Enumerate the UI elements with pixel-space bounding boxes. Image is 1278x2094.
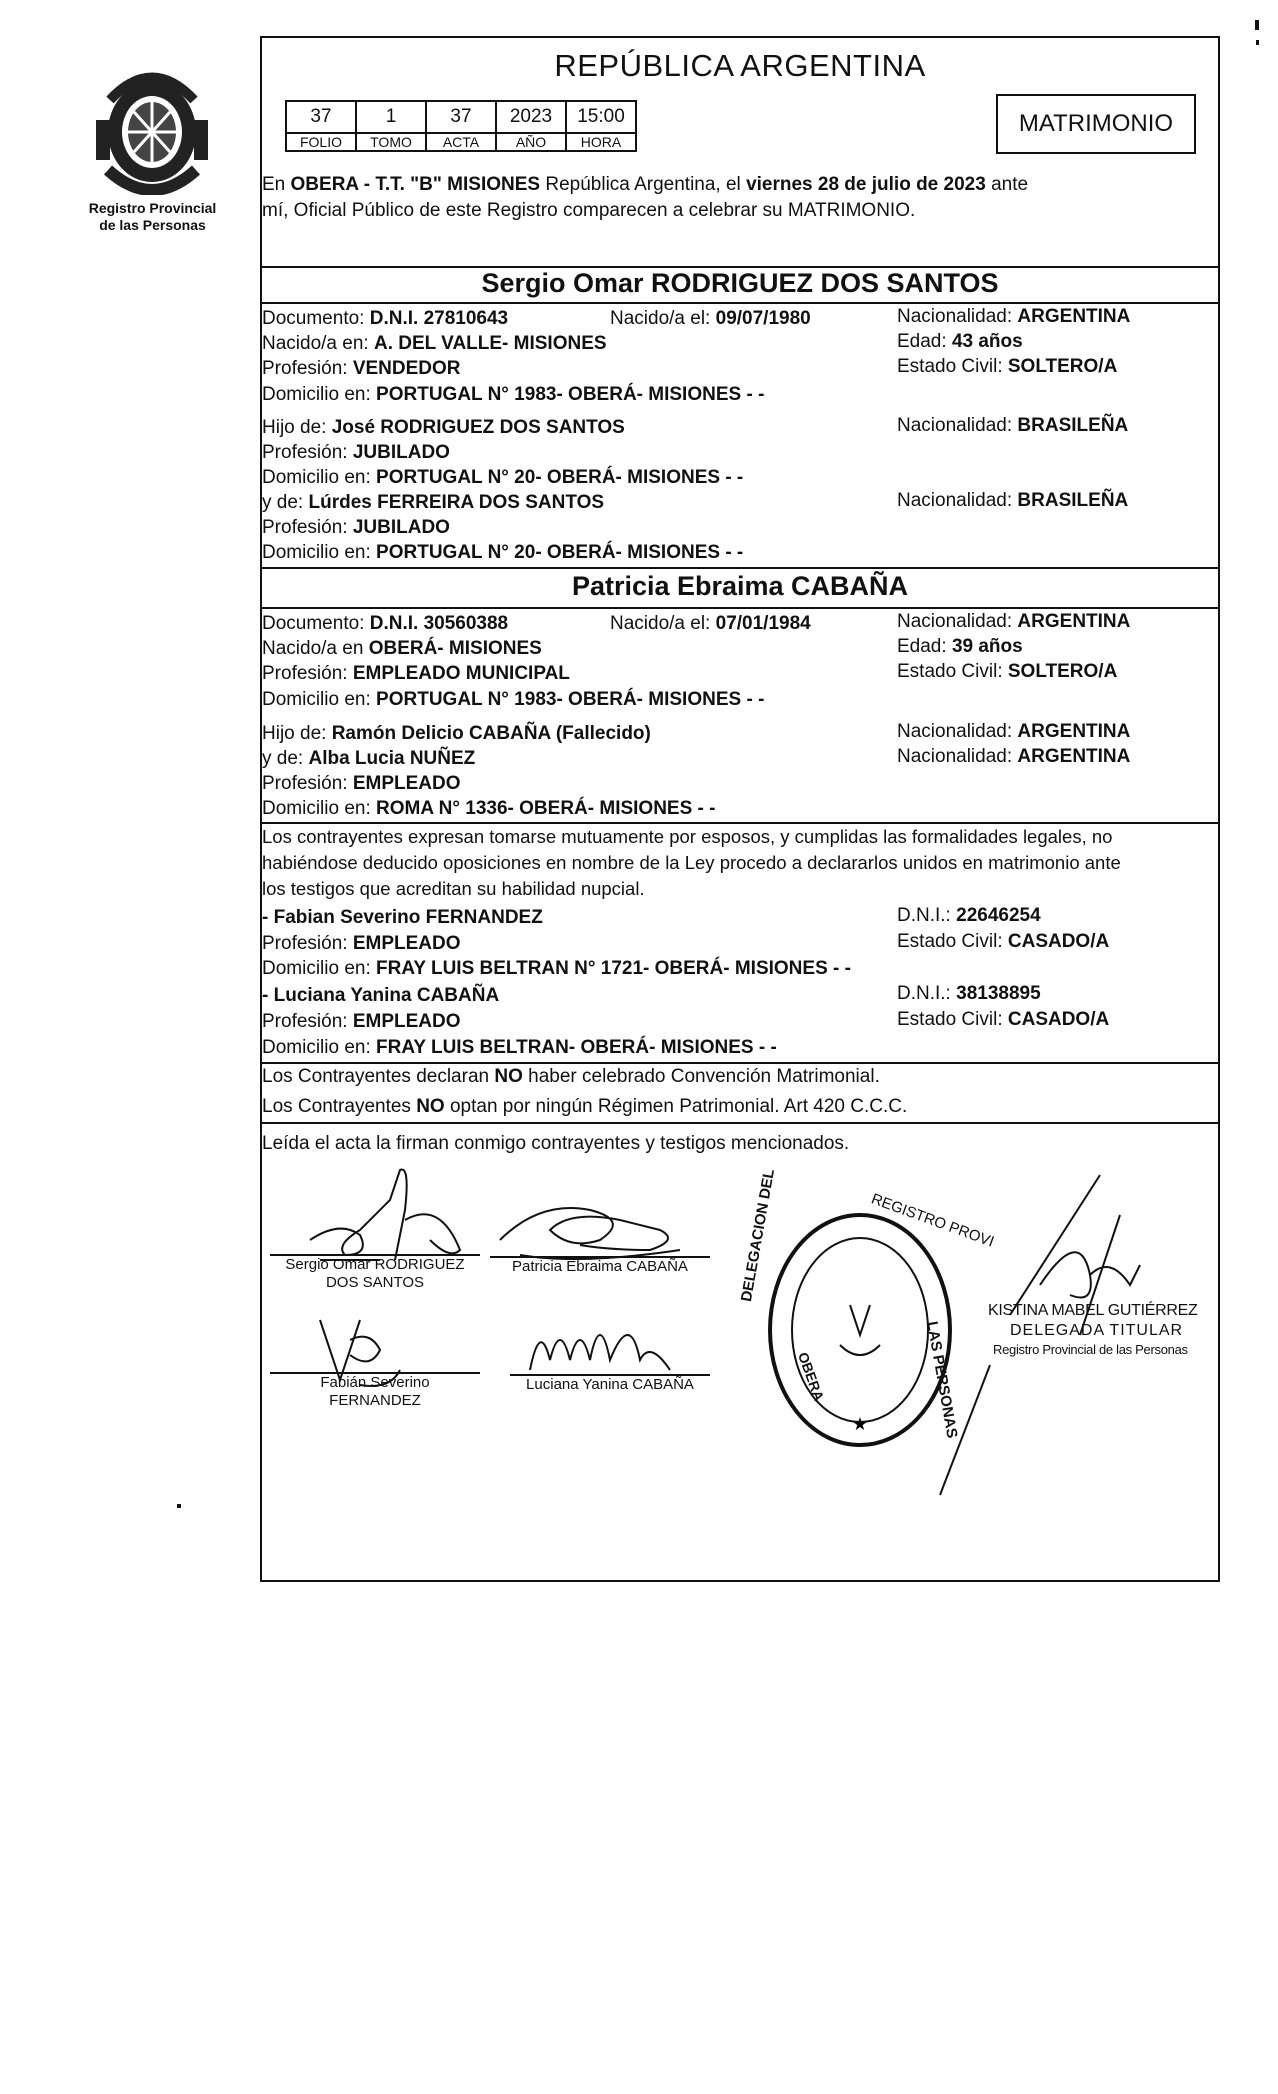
convention-text: haber celebrado Convención Matrimonial.	[522, 1066, 880, 1087]
bride-mother-name: Alba Lucia NUÑEZ	[308, 748, 476, 769]
witness-2-dni: 38138895	[956, 983, 1041, 1004]
intro-text-1: En	[262, 174, 291, 195]
logo-caption-line2: de las Personas	[99, 217, 206, 233]
intro-place: OBERA - T.T. "B" MISIONES	[290, 174, 541, 195]
witness-1-name: - Fabian Severino FERNANDEZ	[262, 907, 543, 928]
groom-birthplace: A. DEL VALLE- MISIONES	[373, 333, 607, 354]
nationality-label: Nacionalidad:	[897, 490, 1018, 511]
profession-label: Profesión:	[262, 773, 353, 794]
bride-signature-label: Patricia Ebraima CABAÑA	[512, 1258, 688, 1275]
country-title: REPÚBLICA ARGENTINA	[554, 48, 926, 83]
groom-dni: D.N.I. 27810643	[369, 308, 509, 329]
groom-profession: VENDEDOR	[352, 358, 461, 379]
address-label: Domicilio en:	[262, 958, 377, 979]
profession-label: Profesión:	[262, 442, 353, 463]
anio-label: AÑO	[496, 133, 566, 151]
bride-father-nationality: ARGENTINA	[1017, 721, 1131, 742]
dni-label: D.N.I.:	[897, 905, 957, 926]
acta-label: ACTA	[426, 133, 496, 151]
document-type: MATRIMONIO	[1018, 110, 1174, 137]
document-type-box	[996, 94, 1196, 154]
bride-mother-address: ROMA N° 1336- OBERÁ- MISIONES - -	[376, 798, 716, 819]
logo-caption-line1: Registro Provincial	[88, 200, 217, 216]
bride-age: 39 años	[951, 636, 1023, 657]
profession-label: Profesión:	[262, 1011, 353, 1032]
groom-address: PORTUGAL N° 1983- OBERÁ- MISIONES - -	[376, 384, 765, 405]
divider	[260, 1122, 1220, 1124]
bride-birthplace: OBERÁ- MISIONES	[368, 638, 542, 659]
anio-value: 2023	[496, 101, 566, 133]
address-label: Domicilio en:	[262, 689, 377, 710]
civil-status-label: Estado Civil:	[897, 661, 1008, 682]
hora-label: HORA	[566, 133, 636, 151]
bride-mother-profession: EMPLEADO	[352, 773, 461, 794]
coat-of-arms-emblem	[90, 60, 215, 195]
declaration-paragraph	[262, 824, 1121, 902]
bride-dni: D.N.I. 30560388	[369, 613, 509, 634]
folio-value: 37	[286, 101, 356, 133]
divider	[260, 302, 1220, 304]
witness-2-signature	[520, 1300, 700, 1380]
witness-1-civil-status: CASADO/A	[1007, 931, 1110, 952]
witness-1-dni: 22646254	[956, 905, 1041, 926]
divider	[260, 1062, 1220, 1064]
witness-1-profession: EMPLEADO	[352, 933, 461, 954]
dni-label: D.N.I.:	[897, 983, 957, 1004]
groom-father-name: José RODRIGUEZ DOS SANTOS	[331, 417, 625, 438]
witness-2-profession: EMPLEADO	[352, 1011, 461, 1032]
nationality-label: Nacionalidad:	[897, 746, 1018, 767]
scan-mark	[1256, 40, 1259, 45]
profession-label: Profesión:	[262, 663, 353, 684]
groom-father-nationality: BRASILEÑA	[1017, 415, 1129, 436]
mother-label: y de:	[262, 492, 309, 513]
intro-line-2: mí, Oficial Público de este Registro comparecen a celebrar su MATRIMONIO.	[262, 200, 916, 221]
mother-label: y de:	[262, 748, 309, 769]
bride-birthdate: 07/01/1984	[715, 613, 811, 634]
stamp-text-left: DELEGACION DEL	[738, 1167, 779, 1303]
groom-nationality: ARGENTINA	[1017, 306, 1131, 327]
address-label: Domicilio en:	[262, 384, 377, 405]
groom-father-profession: JUBILADO	[352, 442, 450, 463]
bride-father-name: Ramón Delicio CABAÑA (Fallecido)	[331, 723, 651, 744]
tomo-label: TOMO	[356, 133, 426, 151]
nationality-label: Nacionalidad:	[897, 611, 1018, 632]
acta-value: 37	[426, 101, 496, 133]
witness-2-name: - Luciana Yanina CABAÑA	[262, 985, 500, 1006]
nationality-label: Nacionalidad:	[897, 306, 1018, 327]
doc-label: Documento:	[262, 308, 370, 329]
address-label: Domicilio en:	[262, 1037, 377, 1058]
groom-name: Sergio Omar RODRIGUEZ DOS SANTOS	[481, 268, 999, 298]
official-name: KISTINA MABEL GUTIÉRREZ	[988, 1302, 1198, 1319]
bride-address: PORTUGAL N° 1983- OBERÁ- MISIONES - -	[376, 689, 765, 710]
official-office: Registro Provincial de las Personas	[993, 1342, 1188, 1357]
civil-status-label: Estado Civil:	[897, 931, 1008, 952]
doc-label: Documento:	[262, 613, 370, 634]
groom-civil-status: SOLTERO/A	[1007, 356, 1118, 377]
profession-label: Profesión:	[262, 517, 353, 538]
born-label: Nacido/a el:	[610, 308, 716, 329]
intro-paragraph	[262, 172, 1218, 224]
intro-text-2: República Argentina, el	[540, 174, 747, 195]
bride-name: Patricia Ebraima CABAÑA	[571, 571, 909, 601]
groom-father-address: PORTUGAL N° 20- OBERÁ- MISIONES - -	[376, 467, 744, 488]
father-label: Hijo de:	[262, 723, 332, 744]
regime-text: Los Contrayentes	[262, 1096, 417, 1117]
tomo-value: 1	[356, 101, 426, 133]
profession-label: Profesión:	[262, 933, 353, 954]
age-label: Edad:	[897, 331, 952, 352]
scan-mark	[1255, 20, 1259, 30]
bride-profession: EMPLEADO MUNICIPAL	[352, 663, 570, 684]
regime-no: NO	[416, 1096, 445, 1117]
scan-mark	[177, 1504, 181, 1508]
civil-status-label: Estado Civil:	[897, 1009, 1008, 1030]
registry-codes-table	[285, 100, 637, 152]
father-label: Hijo de:	[262, 417, 332, 438]
witness-2-signature-label: Luciana Yanina CABAÑA	[526, 1376, 694, 1393]
witness-1-sig-name-line1: Fabián Severino	[320, 1374, 430, 1391]
born-label: Nacido/a el:	[610, 613, 716, 634]
declaration-line-3: los testigos que acreditan su habilidad nupcial.	[262, 878, 645, 899]
address-label: Domicilio en:	[262, 798, 377, 819]
witness-1-sig-name-line2: FERNANDEZ	[329, 1392, 421, 1409]
declaration-line-1: Los contrayentes expresan tomarse mutuamente por esposos, y cumplidas las formalidades legales, no	[262, 826, 1113, 847]
groom-mother-name: Lúrdes FERREIRA DOS SANTOS	[308, 492, 605, 513]
address-label: Domicilio en:	[262, 542, 377, 563]
witness-1-address: FRAY LUIS BELTRAN N° 1721- OBERÁ- MISIONES - -	[376, 958, 851, 979]
witness-1-signature-label	[270, 1374, 480, 1410]
official-title: DELEGADA TITULAR	[1010, 1322, 1184, 1339]
profession-label: Profesión:	[262, 358, 353, 379]
convention-text: Los Contrayentes declaran	[262, 1066, 495, 1087]
stamp-text-center: OBERA	[794, 1350, 828, 1403]
regime-text: optan por ningún Régimen Patrimonial. Art 420 C.C.C.	[444, 1096, 908, 1117]
bride-civil-status: SOLTERO/A	[1007, 661, 1118, 682]
birthplace-label: Nacido/a en	[262, 638, 369, 659]
bride-mother-nationality: ARGENTINA	[1017, 746, 1131, 767]
divider	[260, 567, 1220, 569]
groom-birthdate: 09/07/1980	[715, 308, 811, 329]
witness-2-address: FRAY LUIS BELTRAN- OBERÁ- MISIONES - -	[376, 1037, 777, 1058]
groom-sig-name-line2: DOS SANTOS	[325, 1274, 425, 1291]
folio-label: FOLIO	[286, 133, 356, 151]
groom-mother-profession: JUBILADO	[352, 517, 450, 538]
closing-text: Leída el acta la firman conmigo contrayentes y testigos mencionados.	[262, 1133, 850, 1154]
groom-signature-label	[270, 1256, 480, 1292]
svg-text:★: ★	[851, 1414, 869, 1435]
groom-mother-nationality: BRASILEÑA	[1017, 490, 1129, 511]
groom-sig-name-line1: Sergio Omar RODRIGUEZ	[285, 1256, 465, 1273]
declaration-line-2: habiéndose deducido oposiciones en nombre de la Ley procedo a declararlos unidos en matrimonio ante	[262, 852, 1121, 873]
nationality-label: Nacionalidad:	[897, 721, 1018, 742]
bride-nationality: ARGENTINA	[1017, 611, 1131, 632]
stamp-text-top: REGISTRO PROVI	[868, 1190, 997, 1251]
convention-no: NO	[494, 1066, 523, 1087]
intro-text-3: ante	[985, 174, 1029, 195]
groom-age: 43 años	[951, 331, 1023, 352]
groom-mother-address: PORTUGAL N° 20- OBERÁ- MISIONES - -	[376, 542, 744, 563]
divider	[260, 607, 1220, 609]
nationality-label: Nacionalidad:	[897, 415, 1018, 436]
hora-value: 15:00	[566, 101, 636, 133]
civil-status-label: Estado Civil:	[897, 356, 1008, 377]
witness-2-civil-status: CASADO/A	[1007, 1009, 1110, 1030]
stamp-text-right: LAS PERSONAS	[923, 1320, 961, 1440]
age-label: Edad:	[897, 636, 952, 657]
address-label: Domicilio en:	[262, 467, 377, 488]
birthplace-label: Nacido/a en:	[262, 333, 374, 354]
intro-date: viernes 28 de julio de 2023	[746, 174, 986, 195]
